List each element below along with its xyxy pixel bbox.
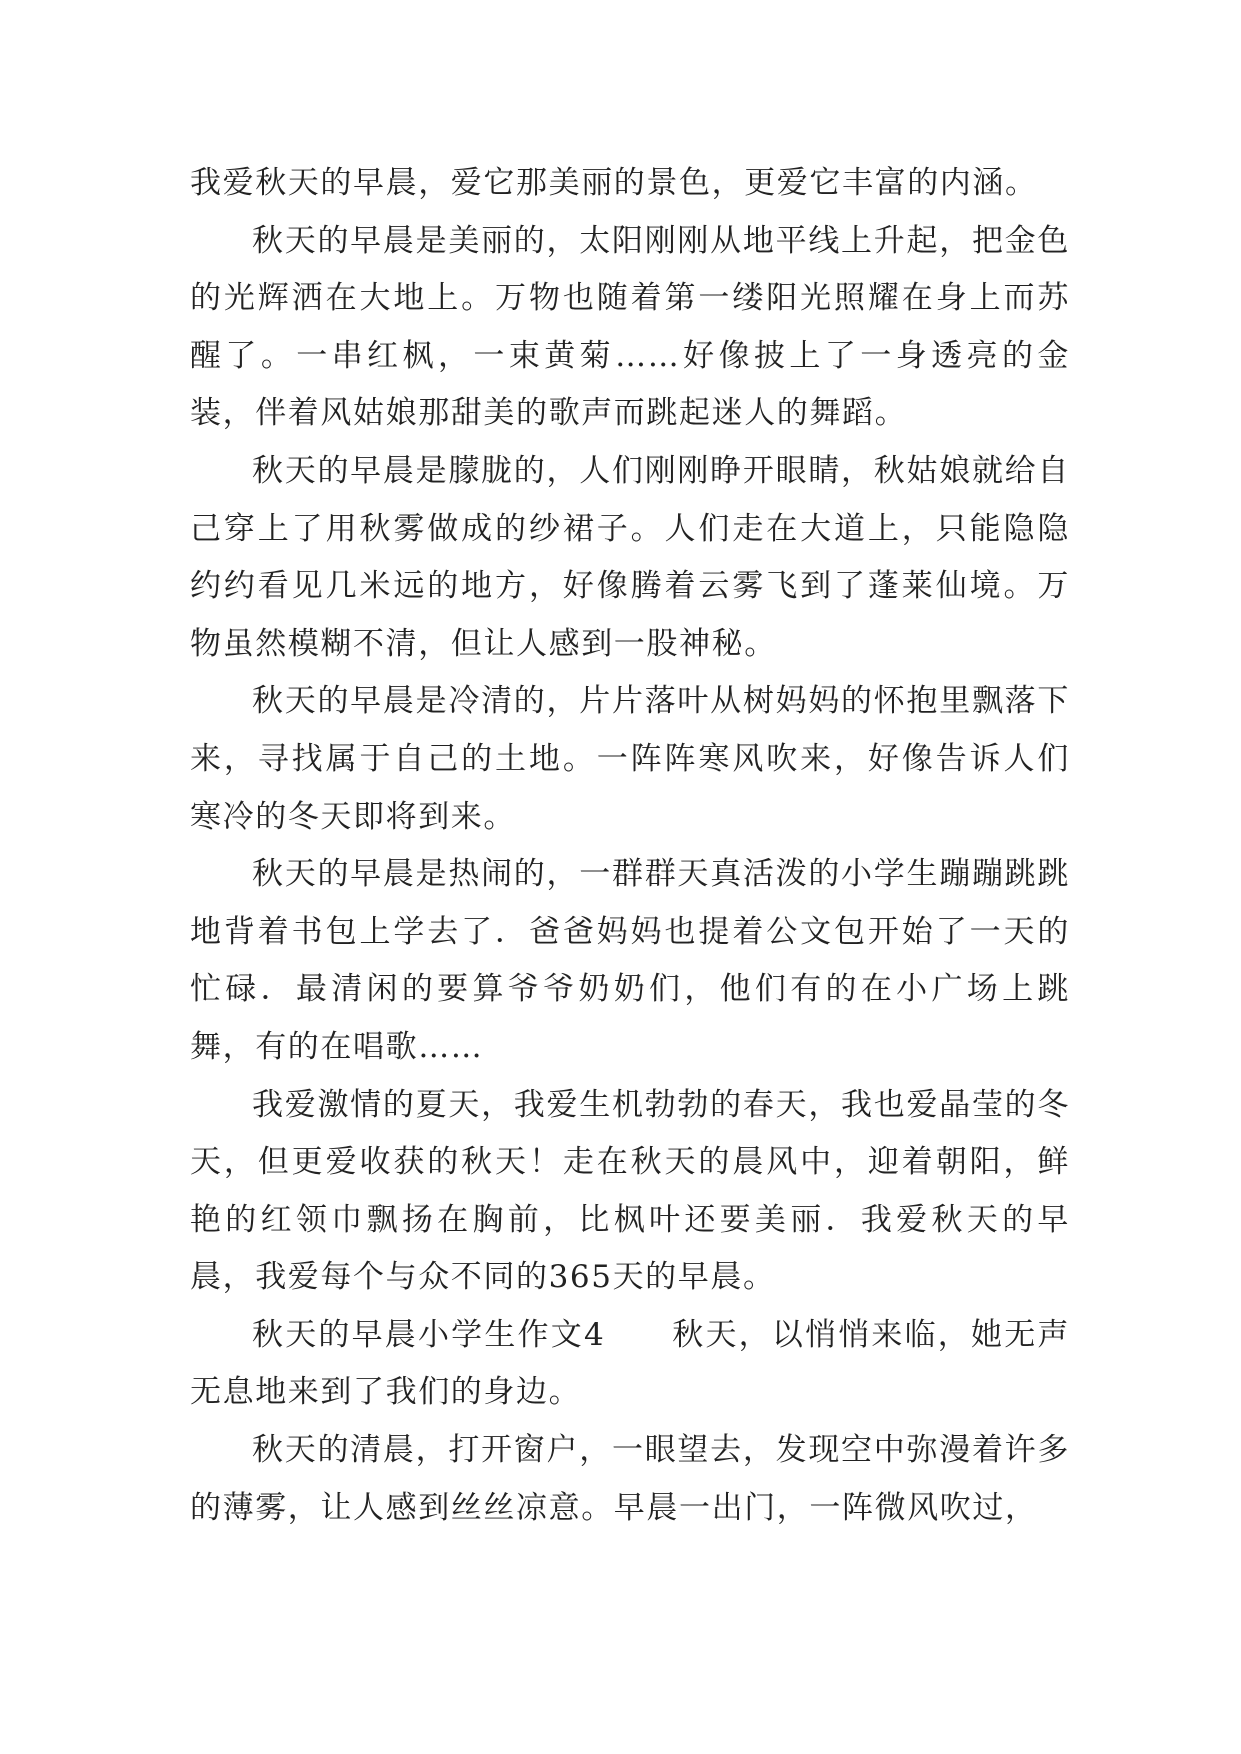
paragraph-cold-morning: 秋天的早晨是冷清的，片片落叶从树妈妈的怀抱里飘落下来，寻找属于自己的土地。一阵阵寒风吹来，好像告诉人们寒冷的冬天即将到来。 [190, 683, 1070, 835]
paragraph-love-autumn: 我爱激情的夏天，我爱生机勃勃的春天，我也爱晶莹的冬天，但更爱收获的秋天！走在秋天的晨风中，迎着朝阳，鲜艳的红领巾飘扬在胸前，比枫叶还要美丽．我爱秋天的早晨，我爱每个与众不同的365天的早晨。 [190, 1086, 1070, 1296]
paragraph-clear-morning: 秋天的清晨，打开窗户，一眼望去，发现空中弥漫着许多的薄雾，让人感到丝丝凉意。早晨一出门，一阵微风吹过， [190, 1432, 1070, 1526]
essay-body [190, 155, 1070, 1537]
paragraph-essay-4-start: 秋天的早晨小学生作文4 秋天，以悄悄来临，她无声无息地来到了我们的身边。 [190, 1316, 1070, 1411]
paragraph-misty-morning: 秋天的早晨是朦胧的，人们刚刚睁开眼睛，秋姑娘就给自己穿上了用秋雾做成的纱裙子。人们走在大道上，只能隐隐约约看见几米远的地方，好像腾着云雾飞到了蓬莱仙境。万物虽然模糊不清，但让人感到一股神秘。 [190, 452, 1070, 662]
paragraph-intro: 我爱秋天的早晨，爱它那美丽的景色，更爱它丰富的内涵。 [190, 165, 1038, 201]
paragraph-lively-morning: 秋天的早晨是热闹的，一群群天真活泼的小学生蹦蹦跳跳地背着书包上学去了．爸爸妈妈也提着公文包开始了一天的忙碌．最清闲的要算爷爷奶奶们，他们有的在小广场上跳舞，有的在唱歌…… [190, 856, 1070, 1065]
paragraph-beautiful-morning: 秋天的早晨是美丽的，太阳刚刚从地平线上升起，把金色的光辉洒在大地上。万物也随着第一缕阳光照耀在身上而苏醒了。一串红枫，一束黄菊……好像披上了一身透亮的金装，伴着风姑娘那甜美的歌声而跳起迷人的舞蹈。 [190, 222, 1070, 432]
